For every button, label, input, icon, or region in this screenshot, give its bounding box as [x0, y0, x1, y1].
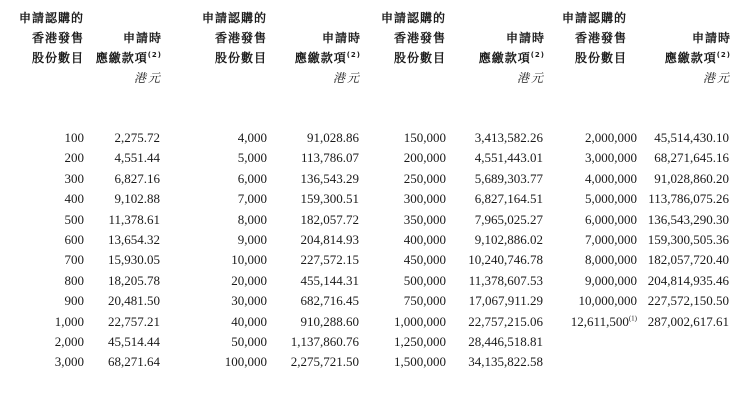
shares-cell: 150,000	[403, 130, 446, 145]
amount-cell: 136,543.29	[300, 170, 359, 186]
amount-cell: 20,481.50	[108, 293, 160, 309]
shares-cell: 300	[64, 170, 84, 186]
amount-cell: 15,930.05	[108, 252, 160, 268]
header-line: 申請認購的	[561, 11, 627, 25]
amount-cell: 2,275,721.50	[290, 354, 359, 370]
shares-cell: 8,000	[237, 211, 267, 227]
header-line: 股份數目	[214, 51, 267, 65]
shares-cell: 900	[64, 293, 84, 309]
header-line: 申請時	[122, 31, 162, 45]
amount-cell: 91,028,860.20	[654, 170, 729, 186]
header-line: 香港發售	[574, 31, 627, 45]
currency-unit: 港元	[332, 71, 361, 85]
shares-cell: 400,000	[403, 231, 446, 247]
shares-cell: 10,000	[231, 252, 267, 268]
amount-header	[453, 8, 545, 88]
amount-cell: 682,716.45	[300, 293, 359, 309]
amount-cell: 204,814,935.46	[647, 272, 729, 288]
amount-cell: 68,271,645.16	[654, 150, 729, 166]
amount-cell: 4,551,443.01	[474, 150, 543, 166]
amount-column	[453, 128, 543, 373]
amount-cell: 6,827,164.51	[474, 191, 543, 207]
shares-column	[375, 128, 446, 373]
shares-header	[0, 8, 84, 68]
amount-cell: 5,689,303.77	[474, 170, 543, 186]
shares-cell: 700	[64, 252, 84, 268]
header-line: 申請認購的	[18, 11, 84, 25]
amount-cell: 28,446,518.81	[468, 333, 543, 349]
shares-column	[555, 128, 637, 332]
header-line: 香港發售	[214, 31, 267, 45]
shares-cell: 8,000,000	[585, 252, 637, 268]
shares-column	[185, 128, 267, 373]
footnote-ref: (2)	[147, 51, 162, 59]
footnote-ref: (1)	[628, 314, 637, 323]
amount-column	[635, 128, 729, 332]
amount-cell: 227,572.15	[300, 252, 359, 268]
header-line: 申請時	[321, 31, 361, 45]
header-line: 應繳款項	[478, 51, 531, 65]
amount-header	[635, 8, 731, 88]
amount-column	[273, 128, 359, 373]
amount-cell: 159,300.51	[300, 191, 359, 207]
amount-cell: 18,205.78	[108, 272, 160, 288]
shares-cell: 4,000	[237, 130, 267, 145]
amount-cell: 455,144.31	[300, 272, 359, 288]
shares-cell: 12,611,500	[570, 313, 629, 329]
shares-cell: 9,000,000	[585, 272, 637, 288]
shares-cell: 450,000	[403, 252, 446, 268]
amount-cell: 45,514.44	[108, 333, 160, 349]
currency-unit: 港元	[133, 71, 162, 85]
footnote-ref: (2)	[346, 51, 361, 59]
amount-cell: 204,814.93	[300, 231, 359, 247]
shares-cell: 4,000,000	[585, 170, 637, 186]
shares-cell: 6,000	[237, 170, 267, 186]
amount-cell: 22,757,215.06	[468, 313, 543, 329]
shares-cell: 20,000	[231, 272, 267, 288]
header-line: 香港發售	[31, 31, 84, 45]
amount-cell: 182,057.72	[300, 211, 359, 227]
shares-cell: 350,000	[403, 211, 446, 227]
shares-cell: 1,250,000	[394, 333, 446, 349]
amount-cell: 113,786,075.26	[648, 191, 729, 207]
shares-column	[0, 128, 84, 373]
currency-unit: 港元	[516, 71, 545, 85]
amount-header	[273, 8, 361, 88]
amount-cell: 91,028.86	[307, 130, 359, 145]
header-line: 股份數目	[31, 51, 84, 65]
header-line: 申請時	[505, 31, 545, 45]
header-line: 申請認購的	[380, 11, 446, 25]
shares-cell: 3,000	[54, 354, 84, 370]
shares-header	[185, 8, 267, 68]
header-line: 申請時	[691, 31, 731, 45]
shares-cell: 30,000	[231, 293, 267, 309]
shares-cell: 5,000,000	[585, 191, 637, 207]
amount-cell: 113,786.07	[300, 150, 359, 166]
amount-cell: 2,275.72	[114, 130, 160, 145]
shares-cell: 7,000	[237, 191, 267, 207]
shares-cell: 500,000	[403, 272, 446, 288]
shares-cell: 200	[64, 150, 84, 166]
shares-cell: 7,000,000	[585, 231, 637, 247]
amount-cell: 45,514,430.10	[654, 130, 729, 145]
amount-cell: 6,827.16	[114, 170, 160, 186]
amount-cell: 910,288.60	[300, 313, 359, 329]
shares-cell: 40,000	[231, 313, 267, 329]
shares-cell: 2,000	[54, 333, 84, 349]
shares-cell: 250,000	[403, 170, 446, 186]
amount-header	[90, 8, 162, 88]
footnote-ref: (2)	[716, 51, 731, 59]
amount-cell: 11,378,607.53	[468, 272, 543, 288]
amount-cell: 9,102,886.02	[474, 231, 543, 247]
shares-cell: 5,000	[237, 150, 267, 166]
amount-cell: 182,057,720.40	[647, 252, 729, 268]
amount-cell: 287,002,617.61	[647, 313, 729, 329]
currency-unit: 港元	[702, 71, 731, 85]
amount-cell: 7,965,025.27	[474, 211, 543, 227]
shares-cell: 100,000	[224, 354, 267, 370]
amount-column	[90, 128, 160, 373]
amount-cell: 3,413,582.26	[474, 130, 543, 145]
shares-header	[555, 8, 627, 68]
shares-cell: 600	[64, 231, 84, 247]
amount-cell: 1,137,860.76	[290, 333, 359, 349]
amount-cell: 13,654.32	[108, 231, 160, 247]
shares-cell: 10,000,000	[578, 293, 637, 309]
shares-cell: 1,000	[54, 313, 84, 329]
header-line: 應繳款項	[664, 51, 717, 65]
shares-cell: 3,000,000	[585, 150, 637, 166]
shares-cell: 6,000,000	[585, 211, 637, 227]
amount-cell: 11,378.61	[108, 211, 160, 227]
amount-cell: 17,067,911.29	[468, 293, 543, 309]
shares-cell: 200,000	[403, 150, 446, 166]
shares-cell: 400	[64, 191, 84, 207]
shares-header	[375, 8, 446, 68]
shares-cell: 1,500,000	[394, 354, 446, 370]
header-line: 股份數目	[393, 51, 446, 65]
amount-cell: 34,135,822.58	[468, 354, 543, 370]
amount-cell: 68,271.64	[108, 354, 160, 370]
shares-cell: 500	[64, 211, 84, 227]
amount-cell: 9,102.88	[114, 191, 160, 207]
shares-cell: 1,000,000	[394, 313, 446, 329]
header-line: 香港發售	[393, 31, 446, 45]
amount-cell: 4,551.44	[114, 150, 160, 166]
header-line: 申請認購的	[201, 11, 267, 25]
amount-cell: 22,757.21	[108, 313, 160, 329]
shares-cell: 2,000,000	[585, 130, 637, 145]
amount-cell: 10,240,746.78	[468, 252, 543, 268]
shares-cell: 100	[64, 130, 84, 145]
amount-cell: 136,543,290.30	[647, 211, 729, 227]
header-line: 應繳款項	[294, 51, 347, 65]
shares-cell: 800	[64, 272, 84, 288]
header-line: 股份數目	[574, 51, 627, 65]
header-line: 應繳款項	[95, 51, 148, 65]
shares-cell: 300,000	[403, 191, 446, 207]
shares-cell: 50,000	[231, 333, 267, 349]
shares-cell: 9,000	[237, 231, 267, 247]
footnote-ref: (2)	[530, 51, 545, 59]
amount-cell: 159,300,505.36	[647, 231, 729, 247]
amount-cell: 227,572,150.50	[647, 293, 729, 309]
shares-cell: 750,000	[403, 293, 446, 309]
